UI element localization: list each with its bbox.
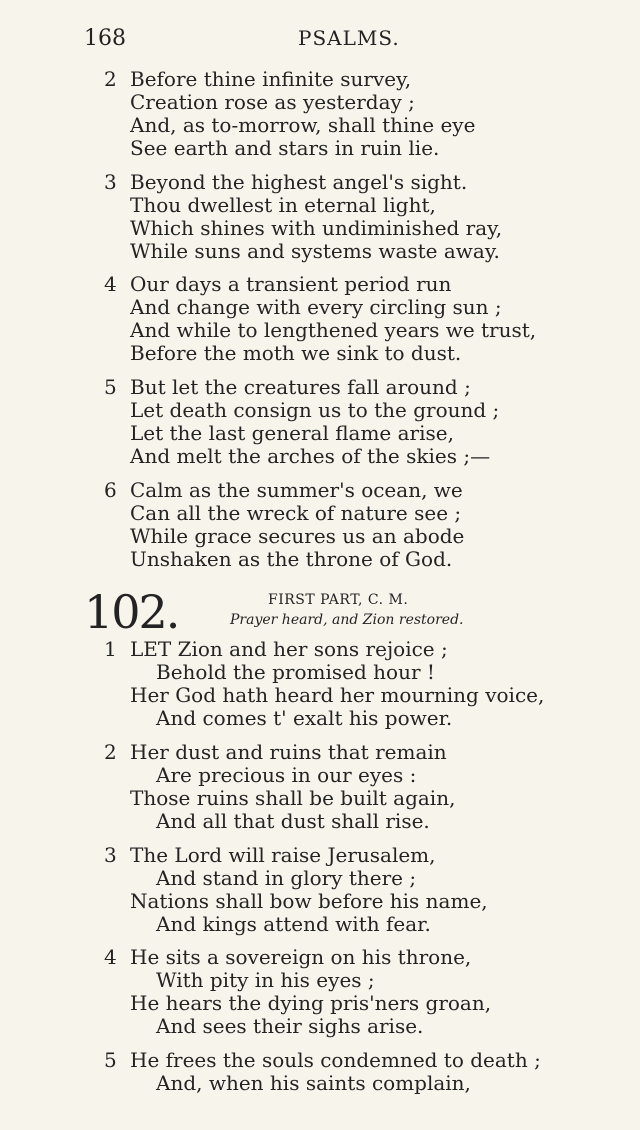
verse-line: Before thine infinite survey, — [130, 67, 412, 91]
verse-line: And while to lengthened years we trust, — [130, 318, 537, 342]
verse-number: 4 — [104, 945, 117, 969]
verse-line: Beyond the highest angel's sight. — [130, 170, 468, 194]
verse-line: Those ruins shall be built again, — [130, 786, 456, 810]
verse-line: Which shines with undiminished ray, — [130, 216, 503, 240]
verse-line: The Lord will raise Jerusalem, — [130, 843, 436, 867]
verse-line: Can all the wreck of nature see ; — [130, 501, 462, 525]
verse-line: And kings attend with fear. — [156, 912, 431, 936]
verse-line: Let death consign us to the ground ; — [130, 398, 500, 422]
verse-line: He sits a sovereign on his throne, — [130, 945, 472, 969]
verse-line: And, when his saints complain, — [156, 1071, 471, 1095]
verse-line: See earth and stars in ruin lie. — [130, 136, 440, 160]
verse-number: 3 — [104, 843, 117, 867]
verse-line: While grace secures us an abode — [130, 524, 465, 548]
verse-line: Nations shall bow before his name, — [130, 889, 488, 913]
verse-line: Our days a transient period run — [130, 272, 452, 296]
verse-line: He frees the souls condemned to death ; — [130, 1048, 541, 1072]
verse-line: Let the last general flame arise, — [130, 421, 454, 445]
hymn-heading — [0, 585, 640, 639]
verse-line: LET Zion and her sons rejoice ; — [130, 637, 448, 661]
verse-number: 3 — [104, 170, 117, 194]
verse-line: And, as to-morrow, shall thine eye — [130, 113, 476, 137]
verse-line: And stand in glory there ; — [156, 866, 417, 890]
page-header — [0, 26, 640, 58]
hymn-number: 102. — [84, 585, 179, 639]
verse-line: Creation rose as yesterday ; — [130, 90, 415, 114]
verse-line: Are precious in our eyes : — [156, 763, 417, 787]
verse-line: With pity in his eyes ; — [156, 968, 375, 992]
verse-number: 2 — [104, 67, 117, 91]
verse-line: And change with every circling sun ; — [130, 295, 502, 319]
verse-line: And comes t' exalt his power. — [156, 706, 453, 730]
hymn-subtitle: Prayer heard, and Zion restored. — [230, 612, 464, 628]
verse-line: Calm as the summer's ocean, we — [130, 478, 463, 502]
running-title: PSALMS. — [298, 26, 400, 50]
verse-line: Behold the promised hour ! — [156, 660, 435, 684]
verse-line: But let the creatures fall around ; — [130, 375, 471, 399]
verse-number: 5 — [104, 375, 117, 399]
verse-line: While suns and systems waste away. — [130, 239, 500, 263]
verse-line: Thou dwellest in eternal light, — [130, 193, 436, 217]
verse-number: 1 — [104, 637, 117, 661]
verse-line: And melt the arches of the skies ;— — [130, 444, 491, 468]
verse-number: 4 — [104, 272, 117, 296]
page-number: 168 — [84, 26, 126, 51]
hymn-meter: FIRST PART, C. M. — [268, 592, 409, 608]
verse-number: 6 — [104, 478, 117, 502]
verse-line: Her God hath heard her mourning voice, — [130, 683, 545, 707]
verse-line: Her dust and ruins that remain — [130, 740, 447, 764]
verse-line: And all that dust shall rise. — [156, 809, 430, 833]
verse-line: Unshaken as the throne of God. — [130, 547, 453, 571]
verse-line: He hears the dying pris'ners groan, — [130, 991, 492, 1015]
verse-line: Before the moth we sink to dust. — [130, 341, 462, 365]
verse-number: 2 — [104, 740, 117, 764]
verse-line: And sees their sighs arise. — [156, 1014, 424, 1038]
verse-number: 5 — [104, 1048, 117, 1072]
